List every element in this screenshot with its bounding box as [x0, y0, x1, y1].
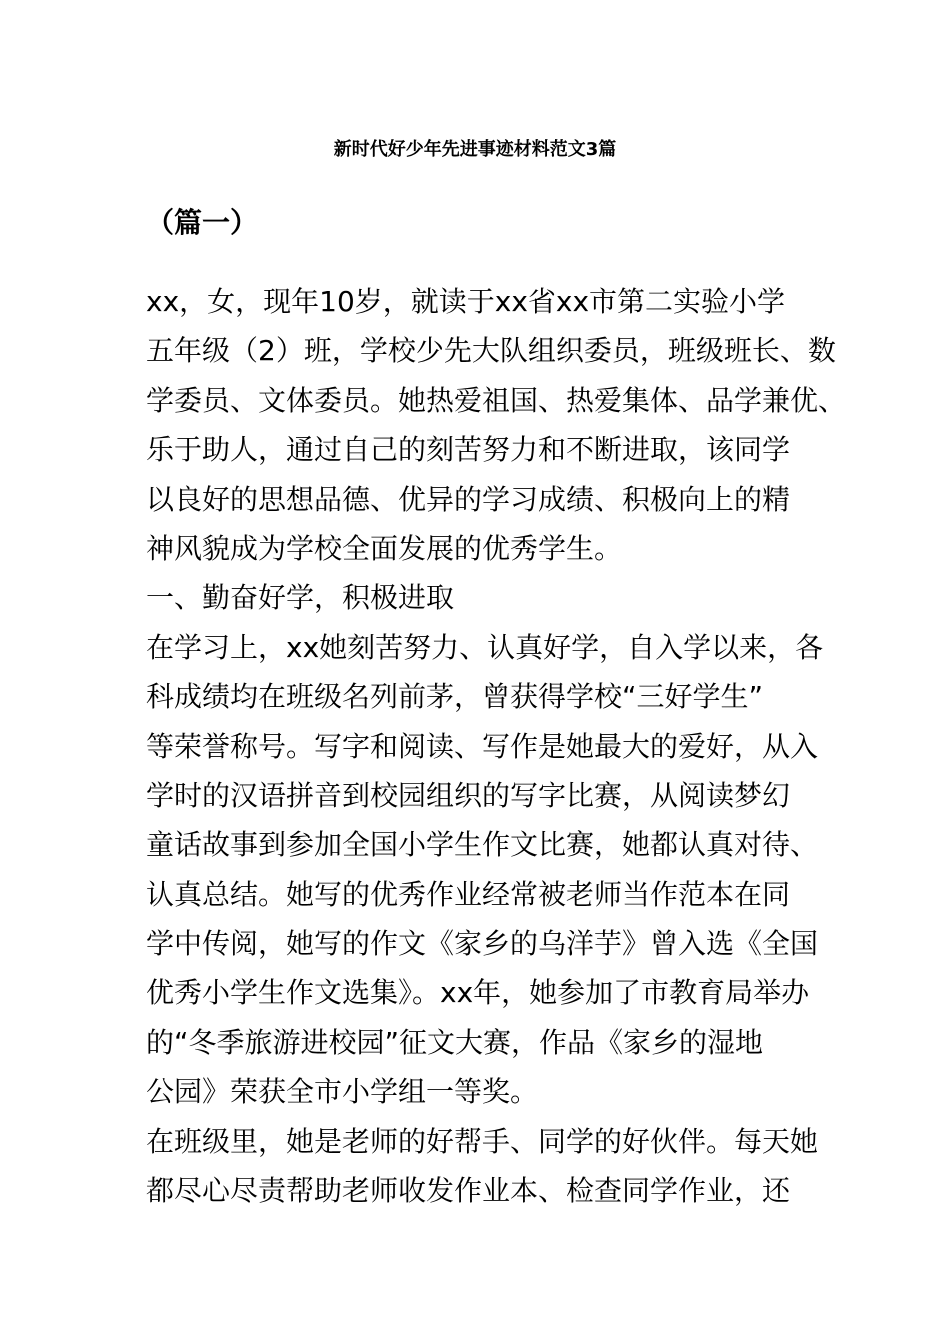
text-line: 等荣誉称号。写字和阅读、写作是她最大的爱好，从入 [146, 729, 819, 763]
text-line: 五年级（2）班，学校少先大队组织委员，班级班长、数 [146, 334, 836, 368]
body-text [146, 282, 847, 1220]
text-line: 学委员、文体委员。她热爱祖国、热爱集体、品学兼优、 [146, 383, 847, 417]
text-line: 以良好的思想品德、优异的学习成绩、积极向上的精 [146, 482, 791, 516]
text-line: 乐于助人，通过自己的刻苦努力和不断进取，该同学 [146, 433, 791, 467]
section-heading: 一、勤奋好学，积极进取 [146, 581, 455, 615]
text-line: 公园》荣获全市小学组一等奖。 [146, 1075, 539, 1109]
text-line: 认真总结。她写的优秀作业经常被老师当作范本在同 [146, 877, 791, 911]
text-line: 科成绩均在班级名列前茅，曾获得学校“三好学生” [146, 680, 764, 714]
text-line: 在班级里，她是老师的好帮手、同学的好伙伴。每天她 [146, 1124, 819, 1158]
text-line: 童话故事到参加全国小学生作文比赛，她都认真对待、 [146, 828, 819, 862]
document-title: 新时代好少年先进事迹材料范文3篇 [333, 139, 617, 160]
text-line: xx，女，现年10岁，就读于xx省xx市第二实验小学 [146, 285, 786, 318]
section-label: （篇一） [146, 206, 259, 239]
text-line: 神风貌成为学校全面发展的优秀学生。 [146, 531, 623, 565]
text-line: 学中传阅，她写的作文《家乡的乌洋芋》曾入选《全国 [146, 927, 819, 961]
text-line: 在学习上，xx她刻苦努力、认真好学，自入学以来，各 [146, 630, 824, 664]
text-line: 优秀小学生作文选集》。xx年，她参加了市教育局举办 [146, 976, 810, 1010]
text-line: 都尽心尽责帮助老师收发作业本、检查同学作业，还 [146, 1174, 791, 1208]
text-line: 学时的汉语拼音到校园组织的写字比赛，从阅读梦幻 [146, 778, 791, 812]
text-line: 的“冬季旅游进校园”征文大赛，作品《家乡的湿地 [146, 1025, 764, 1059]
